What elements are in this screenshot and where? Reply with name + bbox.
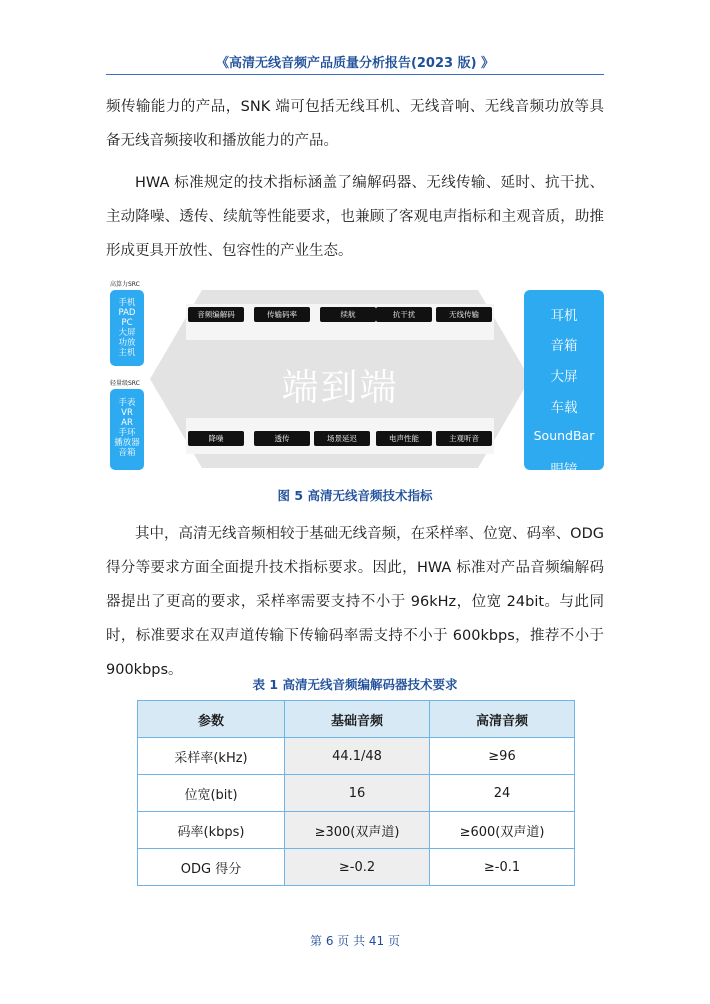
report-header: 《高清无线音频产品质量分析报告(2023 版) 》 — [215, 56, 495, 71]
src-light-item: 手表 — [118, 398, 136, 408]
table-cell: 44.1/48 — [285, 738, 430, 775]
chip-battery: 续航 — [320, 307, 376, 322]
chip-scene-latency: 场景延迟 — [314, 431, 370, 446]
paragraph-1: 频传输能力的产品，SNK 端可包括无线耳机、无线音响、无线音频功放等具备无线音频接收和播放能力的产品。 — [106, 99, 604, 149]
dest-item: 大屏 — [550, 369, 578, 385]
chip-codec: 音频编解码 — [188, 307, 244, 322]
chip-bitrate: 传输码率 — [254, 307, 310, 322]
table-cell: ≥600(双声道) — [430, 812, 575, 849]
table-header: 参数 — [138, 701, 285, 738]
table-header: 基础音频 — [285, 701, 430, 738]
src-high-item: 功放 — [118, 338, 136, 348]
codec-spec-table — [137, 700, 575, 886]
dest-item: SoundBar — [533, 428, 595, 443]
table-cell: 码率(kbps) — [138, 812, 285, 849]
figure-caption: 图 5 高清无线音频技术指标 — [277, 488, 433, 503]
src-high-item: PC — [121, 318, 133, 328]
dest-item: 音箱 — [550, 338, 578, 354]
end-to-end-diagram — [106, 276, 604, 478]
table-cell: 16 — [285, 775, 430, 812]
table-cell: ≥300(双声道) — [285, 812, 430, 849]
table-cell: ≥-0.1 — [430, 849, 575, 886]
src-light-label: 轻量级SRC — [110, 380, 140, 387]
paragraph-2: HWA 标准规定的技术指标涵盖了编解码器、无线传输、延时、抗干扰、主动降噪、透传、续航等性能要求，也兼顾了客观电声指标和主观音质，助推形成更具开放性、包容性的产业生态。 — [106, 175, 604, 259]
src-high-item: 主机 — [118, 348, 136, 358]
src-light-box — [110, 389, 144, 470]
table-cell: ≥96 — [430, 738, 575, 775]
table-caption: 表 1 高清无线音频编解码器技术要求 — [252, 677, 458, 692]
table-row — [138, 849, 575, 886]
chip-subjective-listening: 主观听音 — [436, 431, 492, 446]
table-row — [138, 775, 575, 812]
chip-noise-reduction: 降噪 — [188, 431, 244, 446]
chip-electroacoustic: 电声性能 — [376, 431, 432, 446]
src-light-item: VR — [121, 408, 133, 418]
src-high-item: 大屏 — [118, 328, 136, 338]
dest-item: 车载 — [550, 400, 578, 416]
dest-item: 眼镜 — [550, 462, 578, 478]
chip-anti-interference: 抗干扰 — [376, 307, 432, 322]
src-high-item: 手机 — [118, 298, 136, 308]
src-light-item: 手环 — [118, 428, 136, 438]
src-light-item: 播放器 — [114, 438, 140, 448]
dest-item: 耳机 — [550, 308, 578, 324]
snk-devices-box — [524, 290, 604, 478]
chip-transparency: 透传 — [254, 431, 310, 446]
chip-wireless: 无线传输 — [436, 307, 492, 322]
table-cell: ODG 得分 — [138, 849, 285, 886]
table-cell: 采样率(kHz) — [138, 738, 285, 775]
center-title: 端到端 — [281, 366, 399, 409]
paragraph-3: 其中，高清无线音频相较于基础无线音频，在采样率、位宽、码率、ODG 得分等要求方面全面提升技术指标要求。因此，HWA 标准对产品音频编解码器提出了更高的要求，采样率需要支持不小于 96kHz，位宽 24bit。与此同时，标准要求在双声道传输下传输码率需支持不小于 600kbps，推荐不小于 900kbps。 — [106, 526, 604, 678]
table-header-row — [138, 701, 575, 738]
table-cell: ≥-0.2 — [285, 849, 430, 886]
table-cell: 24 — [430, 775, 575, 812]
src-high-label: 高算力SRC — [110, 281, 140, 288]
table-header: 高清音频 — [430, 701, 575, 738]
table-row — [138, 738, 575, 775]
table-cell: 位宽(bit) — [138, 775, 285, 812]
src-high-item: PAD — [118, 308, 136, 318]
page-number: 第 6 页 共 41 页 — [310, 934, 400, 948]
src-light-item: AR — [121, 418, 133, 428]
table-row — [138, 812, 575, 849]
center-arrow — [150, 290, 530, 468]
header-rule — [106, 74, 604, 75]
src-light-item: 音箱 — [118, 448, 136, 458]
src-high-box — [110, 290, 144, 366]
